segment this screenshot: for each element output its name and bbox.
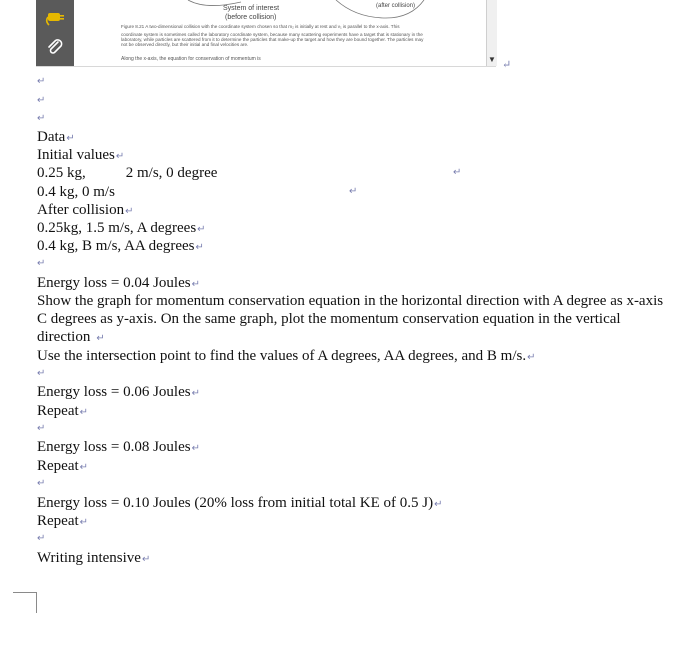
paragraph-mark: ↵ [434, 499, 443, 510]
doc-line[interactable] [37, 457, 88, 477]
caption-line-3: laboratory, while particles are scattered from it to determine the particles that make-up the target and how they are bound together. The particles may [121, 37, 424, 42]
doc-line[interactable] [37, 328, 105, 348]
energy-loss-008: Energy loss = 0.08 Joules [37, 439, 191, 455]
doc-line[interactable] [37, 128, 75, 148]
doc-line[interactable] [37, 201, 133, 221]
data-heading: Data [37, 129, 66, 145]
doc-line[interactable] [37, 402, 88, 422]
label-after-collision: (after collision) [376, 3, 416, 9]
after-row-2: 0.4 kg, B m/s, AA degrees [37, 238, 195, 254]
paragraph-mark: ↵ [79, 517, 89, 528]
paragraph-mark: ↵ [37, 76, 46, 87]
initial-row-2: 0.4 kg, 0 m/s [37, 184, 115, 200]
paragraph-mark: ↵ [349, 186, 358, 197]
paragraph-mark: ↵ [79, 462, 89, 473]
caption-line-4: not be observed directly, but their initial and final velocities are. [121, 42, 249, 47]
energy-loss-004: Energy loss = 0.04 Joules [37, 275, 191, 291]
paragraph-mark: ↵ [191, 443, 200, 454]
paragraph-mark: ↵ [37, 113, 46, 124]
paragraph-mark: ↵ [37, 95, 46, 106]
paragraph-mark: ↵ [37, 478, 46, 489]
doc-line[interactable] [37, 292, 663, 310]
doc-line[interactable] [37, 146, 124, 166]
after-row-1: 0.25kg, 1.5 m/s, A degrees [37, 220, 197, 236]
doc-line[interactable] [37, 310, 621, 328]
paragraph-mark: ↵ [453, 167, 462, 178]
paragraph-mark: ↵ [37, 368, 46, 379]
doc-line[interactable] [37, 549, 150, 569]
paragraph-mark: ↵ [191, 279, 200, 290]
label-before-collision: (before collision) [225, 14, 277, 21]
doc-line[interactable] [37, 494, 442, 514]
caption-line-5: Along the x-axis, the equation for conservation of momentum is [121, 56, 261, 62]
energy-loss-006: Energy loss = 0.06 Joules [37, 384, 191, 400]
figure-sidebar [36, 0, 74, 66]
figure-scrollbar[interactable] [486, 0, 497, 66]
doc-line[interactable] [37, 274, 200, 294]
initial-values-1: 2 m/s, 0 degree [125, 165, 218, 181]
embedded-figure[interactable] [36, 0, 496, 67]
plug-icon[interactable] [45, 9, 65, 27]
paragraph-mark: ↵ [125, 206, 134, 217]
paragraph-mark: ↵ [79, 407, 89, 418]
paragraph-mark: ↵ [66, 133, 75, 144]
paragraph-mark: ↵ [115, 151, 125, 162]
initial-mass-1: 0.25 kg, [37, 165, 86, 181]
caption-line-1: Figure 8.21 A two-dimensional collision with the coordinate system chosen so that m₂ is initially at rest and v₁ is parallel to the x-axis. This [121, 24, 400, 29]
energy-loss-010: Energy loss = 0.10 Joules (20% loss from initial total KE of 0.5 J) [37, 495, 434, 511]
doc-line[interactable] [37, 237, 204, 257]
paragraph-mark: ↵ [502, 59, 512, 71]
paragraph-mark: ↵ [141, 554, 151, 565]
repeat-3: Repeat [37, 513, 79, 529]
instruction-line-4: Use the intersection point to find the values of A degrees, AA degrees, and B m/s. [37, 348, 527, 364]
after-collision-heading: After collision [37, 202, 125, 218]
paragraph-mark: ↵ [195, 242, 204, 253]
scroll-down-icon[interactable]: ▼ [488, 55, 496, 64]
doc-line[interactable] [37, 219, 206, 239]
doc-line[interactable] [37, 347, 535, 367]
paragraph-mark: ↵ [191, 388, 200, 399]
instruction-line-2: C degrees as y-axis. On the same graph, plot the momentum conservation equation in the vertical [37, 311, 621, 327]
doc-line[interactable] [37, 183, 115, 201]
paragraph-mark: ↵ [37, 533, 46, 544]
paragraph-mark: ↵ [37, 423, 46, 434]
paragraph-mark: ↵ [197, 224, 206, 235]
doc-line[interactable] [37, 383, 200, 403]
label-system-of-interest: System of interest [223, 5, 280, 12]
initial-values-heading: Initial values [37, 147, 115, 163]
paperclip-icon[interactable] [45, 37, 65, 57]
paragraph-mark: ↵ [527, 352, 536, 363]
page-corner-marker [13, 592, 37, 613]
paragraph-mark: ↵ [96, 333, 105, 344]
paragraph-mark: ↵ [37, 258, 46, 269]
instruction-line-1: Show the graph for momentum conservation equation in the horizontal direction with A degree as x-axis [37, 293, 664, 309]
doc-line[interactable] [37, 512, 88, 532]
repeat-2: Repeat [37, 458, 79, 474]
doc-line[interactable] [37, 164, 217, 182]
caption-line-2: coordinate system is sometimes called the laboratory coordinate system, because many scattering experiments have a target that is stationary in the [121, 32, 423, 37]
repeat-1: Repeat [37, 403, 79, 419]
doc-line[interactable] [37, 438, 200, 458]
instruction-line-3: direction [37, 329, 91, 345]
writing-intensive: Writing intensive [37, 550, 141, 566]
